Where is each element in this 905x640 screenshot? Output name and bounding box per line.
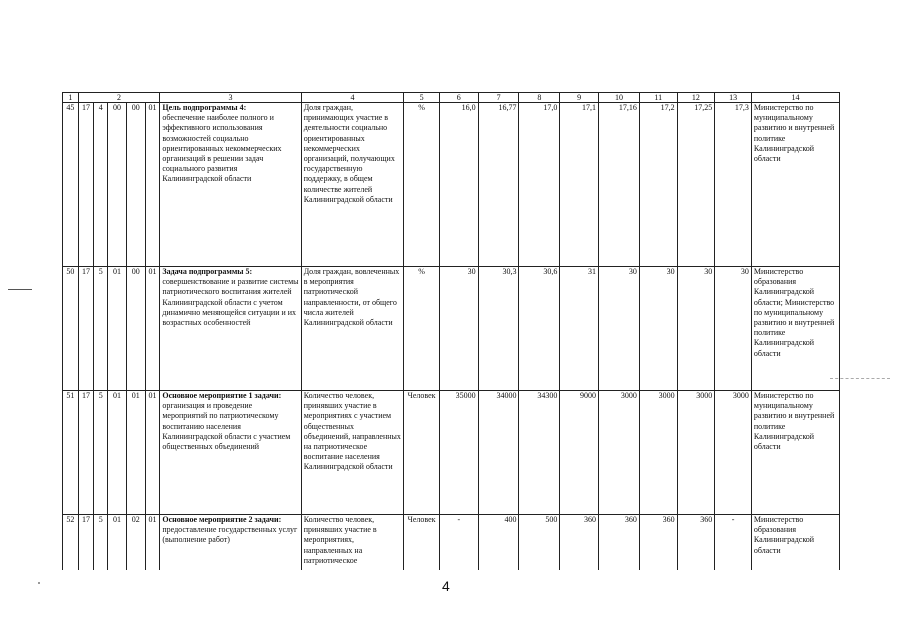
goal-cell — [160, 103, 301, 267]
unit-cell: Человек — [404, 391, 440, 515]
value-cell: 31 — [560, 267, 599, 391]
value-cell: 16,77 — [478, 103, 519, 267]
code-cell: 01 — [108, 515, 127, 571]
row-number: 45 — [63, 103, 79, 267]
indicator-cell: Количество человек, принявших участие в мероприятиях с участием общественных объединений, направленных на патриотическое воспитание населения Калининградской области — [301, 391, 404, 515]
code-cell: 01 — [108, 267, 127, 391]
margin-mark — [8, 289, 32, 290]
header-cell: 5 — [404, 93, 440, 103]
responsible-cell: Министерство по муниципальному развитию и внутренней политике Калининградской области — [751, 391, 839, 515]
code-cell: 00 — [126, 267, 145, 391]
value-cell: 30,6 — [519, 267, 560, 391]
goal-text: предоставление государственных услуг (выполнение работ) — [162, 525, 298, 545]
header-cell: 1 — [63, 93, 79, 103]
header-cell: 2 — [78, 93, 160, 103]
responsible-cell: Министерство образования Калининградской области; Министерство по муниципальному развитию и внутренней политике Калининградской области — [751, 267, 839, 391]
value-cell: 17,2 — [639, 103, 677, 267]
value-cell: 9000 — [560, 391, 599, 515]
header-cell: 6 — [439, 93, 478, 103]
value-cell: 30 — [639, 267, 677, 391]
code-cell: 01 — [145, 267, 160, 391]
code-cell: 01 — [126, 391, 145, 515]
header-cell: 12 — [677, 93, 715, 103]
goal-title: Основное мероприятие 1 задачи: — [162, 391, 282, 400]
value-cell: 30,3 — [478, 267, 519, 391]
value-cell: 3000 — [677, 391, 715, 515]
responsible-cell: Министерство по муниципальному развитию и внутренней политике Калининградской области — [751, 103, 839, 267]
value-cell: 3000 — [639, 391, 677, 515]
value-cell: 17,25 — [677, 103, 715, 267]
value-cell: - — [715, 515, 752, 571]
header-cell: 9 — [560, 93, 599, 103]
code-cell: 17 — [78, 103, 94, 267]
goal-text: совершенствование и развитие системы патриотического воспитания жителей Калининградской области с учетом динамично меняющейся ситуации и их возрастных особенностей — [162, 277, 299, 328]
goal-cell — [160, 515, 301, 571]
indicators-table — [62, 92, 840, 570]
code-cell: 01 — [145, 391, 160, 515]
goal-title: Задача подпрограммы 5: — [162, 267, 253, 276]
value-cell: 17,16 — [599, 103, 640, 267]
value-cell: 34300 — [519, 391, 560, 515]
header-cell: 11 — [639, 93, 677, 103]
goal-text: организация и проведение мероприятий по патриотическому воспитанию населения Калининградской области с участием общественных объединений — [162, 401, 291, 452]
code-cell: 02 — [126, 515, 145, 571]
header-cell: 4 — [301, 93, 404, 103]
header-cell: 8 — [519, 93, 560, 103]
code-cell: 00 — [126, 103, 145, 267]
header-row — [63, 93, 840, 103]
table-row — [63, 103, 840, 267]
header-cell: 13 — [715, 93, 752, 103]
code-cell: 01 — [108, 391, 127, 515]
value-cell: 360 — [677, 515, 715, 571]
code-cell: 17 — [78, 391, 94, 515]
value-cell: 16,0 — [439, 103, 478, 267]
scan-artifact-dot — [38, 582, 40, 584]
value-cell: 30 — [599, 267, 640, 391]
code-cell: 5 — [94, 267, 108, 391]
value-cell: 500 — [519, 515, 560, 571]
value-cell: 400 — [478, 515, 519, 571]
value-cell: 35000 — [439, 391, 478, 515]
code-cell: 01 — [145, 103, 160, 267]
value-cell: 3000 — [599, 391, 640, 515]
indicator-cell: Количество человек, принявших участие в мероприятиях, направленных на патриотическое — [301, 515, 404, 571]
goal-cell — [160, 267, 301, 391]
code-cell: 17 — [78, 267, 94, 391]
header-cell: 14 — [751, 93, 839, 103]
row-number: 51 — [63, 391, 79, 515]
value-cell: 360 — [560, 515, 599, 571]
row-number: 50 — [63, 267, 79, 391]
code-cell: 01 — [145, 515, 160, 571]
value-cell: 30 — [677, 267, 715, 391]
page-number: 4 — [442, 578, 450, 594]
table-row — [63, 391, 840, 515]
indicator-cell: Доля граждан, принимающих участие в деятельности социально ориентированных некоммерческих организаций, получающих государственную поддержку, в общем количестве жителей Калининградской области — [301, 103, 404, 267]
document-table-container — [62, 92, 840, 570]
code-cell: 17 — [78, 515, 94, 571]
value-cell: 34000 — [478, 391, 519, 515]
header-cell: 3 — [160, 93, 301, 103]
value-cell: 17,0 — [519, 103, 560, 267]
value-cell: 30 — [715, 267, 752, 391]
header-cell: 10 — [599, 93, 640, 103]
value-cell: 17,3 — [715, 103, 752, 267]
responsible-cell: Министерство образования Калининградской области — [751, 515, 839, 571]
value-cell: - — [439, 515, 478, 571]
value-cell: 360 — [639, 515, 677, 571]
code-cell: 4 — [94, 103, 108, 267]
unit-cell: % — [404, 103, 440, 267]
code-cell: 5 — [94, 391, 108, 515]
goal-title: Цель подпрограммы 4: — [162, 103, 247, 112]
goal-title: Основное мероприятие 2 задачи: — [162, 515, 282, 524]
value-cell: 17,1 — [560, 103, 599, 267]
header-cell: 7 — [478, 93, 519, 103]
value-cell: 3000 — [715, 391, 752, 515]
goal-cell — [160, 391, 301, 515]
unit-cell: Человек — [404, 515, 440, 571]
code-cell: 5 — [94, 515, 108, 571]
goal-text: обеспечение наиболее полного и эффективного использования возможностей социально ориентированных некоммерческих организаций в решении задач социального развития Калининградской области — [162, 113, 282, 184]
row-number: 52 — [63, 515, 79, 571]
value-cell: 360 — [599, 515, 640, 571]
table-row — [63, 267, 840, 391]
unit-cell: % — [404, 267, 440, 391]
table-row — [63, 515, 840, 571]
indicator-cell: Доля граждан, вовлеченных в мероприятия патриотической направленности, от общего числа жителей Калининградской области — [301, 267, 404, 391]
value-cell: 30 — [439, 267, 478, 391]
code-cell: 00 — [108, 103, 127, 267]
